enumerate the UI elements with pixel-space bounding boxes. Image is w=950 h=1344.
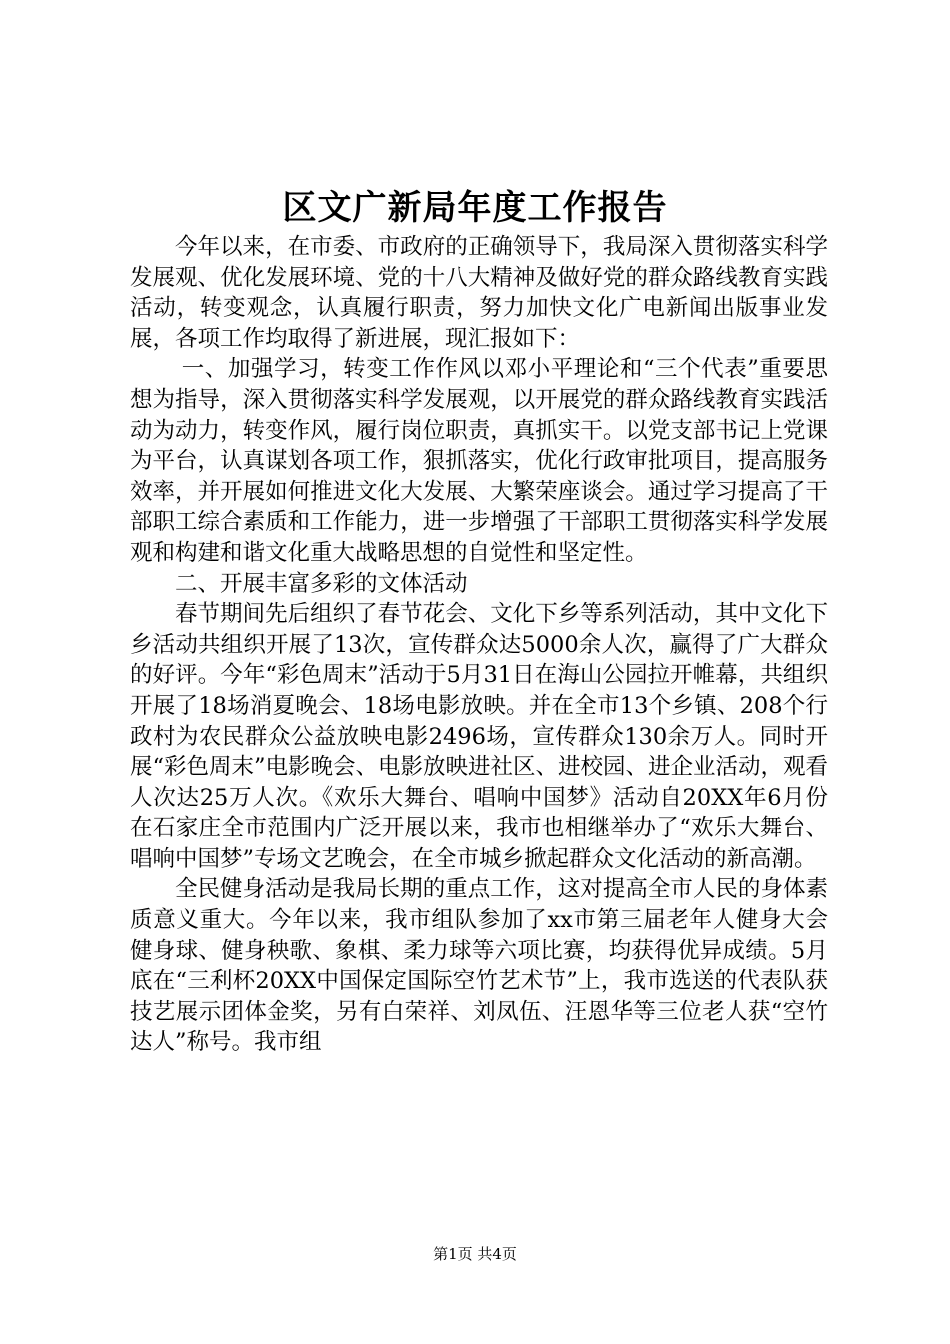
page-number-footer: 第1页 共4页 — [433, 1245, 517, 1263]
intro-paragraph: 今年以来，在市委、市政府的正确领导下，我局深入贯彻落实科学发展观、优化发展环境、党的十八大精神及做好党的群众路线教育实践活动，转变观念，认真履行职责，努力加快文化广电新闻出版事业发展，各项工作均取得了新进展，现汇报如下： — [130, 234, 828, 352]
activities-paragraph: 春节期间先后组织了春节花会、文化下乡等系列活动，其中文化下乡活动共组织开展了13次，宣传群众达5000余人次，赢得了广大群众的好评。今年“彩色周末”活动于5月31日在海山公园拉开帷幕，共组织开展了18场消夏晚会、18场电影放映。并在全市13个乡镇、208个行政村为农民群众公益放映电影2496场，宣传群众130余万人。同时开展“彩色周末”电影晚会、电影放映进社区、进校园、进企业活动，观看人次达25万人次。《欢乐大舞台、唱响中国梦》活动自20XX年6月份在石家庄全市范围内广泛开展以来，我市也相继举办了“欢乐大舞台、唱响中国梦”专场文艺晚会，在全市城乡掀起群众文化活动的新高潮。 — [130, 601, 829, 872]
document-body — [130, 232, 828, 1058]
section-2-heading: 二、开展丰富多彩的文体活动 — [175, 570, 468, 597]
section-1-paragraph: 一、加强学习，转变工作作风以邓小平理论和“三个代表”重要思想为指导，深入贯彻落实科学发展观，以开展党的群众路线教育实践活动为动力，转变作风，履行岗位职责，真抓实干。以党支部书记上党课为平台，认真谋划各项工作，狠抓落实，优化行政审批项目，提高服务效率，并开展如何推进文化大发展、大繁荣座谈会。通过学习提高了干部职工综合素质和工作能力，进一步增强了干部职工贯彻落实科学发展观和构建和谐文化重大战略思想的自觉性和坚定性。 — [130, 356, 828, 566]
document-title: 区文广新局年度工作报告 — [282, 188, 668, 228]
fitness-paragraph: 全民健身活动是我局长期的重点工作，这对提高全市人民的身体素质意义重大。今年以来，我市组队参加了xx市第三届老年人健身大会健身球、健身秧歌、象棋、柔力球等六项比赛，均获得优异成绩。5月底在“三利杯20XX中国保定国际空竹艺术节”上，我市选送的代表队获技艺展示团体金奖，另有白荣祥、刘凤伍、汪恩华等三位老人获“空竹达人”称号。我市组 — [130, 876, 828, 1056]
